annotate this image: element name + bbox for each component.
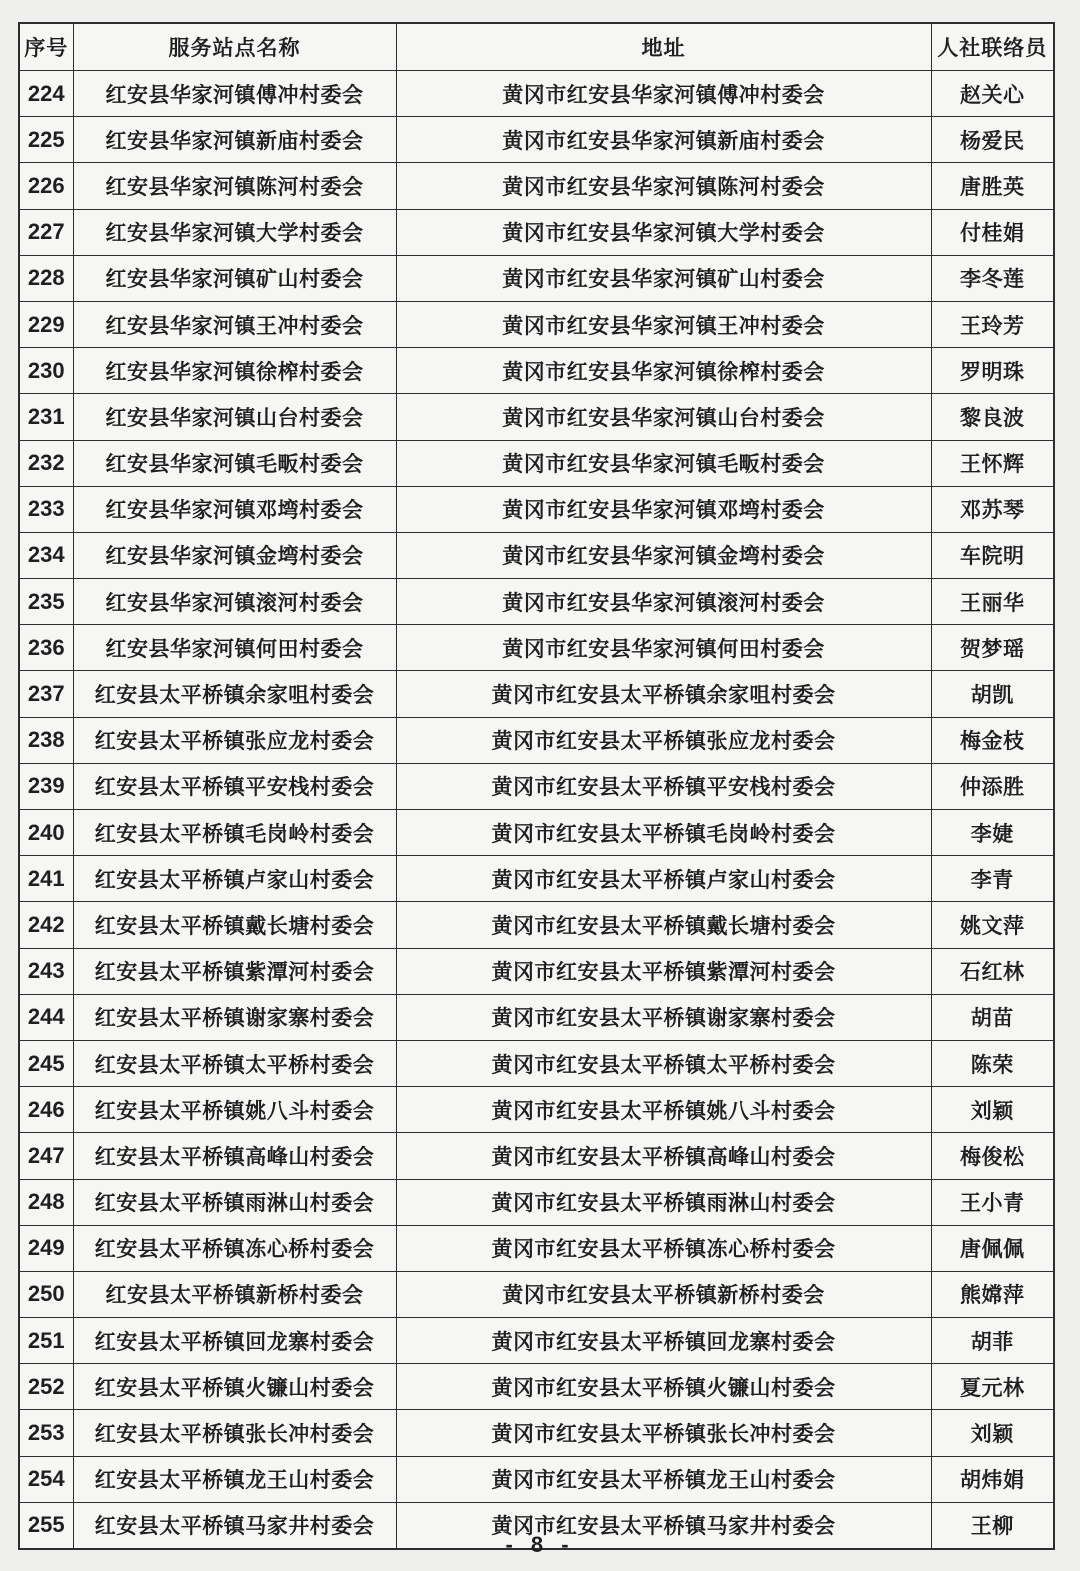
cell-address: 黄冈市红安县华家河镇大学村委会 bbox=[396, 209, 931, 255]
cell-no: 233 bbox=[19, 486, 73, 532]
cell-no: 255 bbox=[19, 1502, 73, 1549]
cell-station-name: 红安县太平桥镇平安栈村委会 bbox=[73, 763, 396, 809]
table-row bbox=[19, 1087, 1054, 1133]
cell-station-name: 红安县华家河镇邓塆村委会 bbox=[73, 486, 396, 532]
cell-address: 黄冈市红安县太平桥镇雨淋山村委会 bbox=[396, 1179, 931, 1225]
cell-address: 黄冈市红安县华家河镇王冲村委会 bbox=[396, 301, 931, 347]
cell-contact: 黎良波 bbox=[931, 394, 1054, 440]
cell-address: 黄冈市红安县华家河镇何田村委会 bbox=[396, 625, 931, 671]
cell-station-name: 红安县太平桥镇龙王山村委会 bbox=[73, 1456, 396, 1502]
cell-contact: 赵关心 bbox=[931, 71, 1054, 117]
cell-station-name: 红安县华家河镇滚河村委会 bbox=[73, 579, 396, 625]
table-row bbox=[19, 117, 1054, 163]
cell-no: 227 bbox=[19, 209, 73, 255]
cell-station-name: 红安县太平桥镇马家井村委会 bbox=[73, 1502, 396, 1549]
cell-address: 黄冈市红安县华家河镇徐榨村委会 bbox=[396, 348, 931, 394]
table-row bbox=[19, 902, 1054, 948]
cell-address: 黄冈市红安县太平桥镇卢家山村委会 bbox=[396, 856, 931, 902]
cell-no: 243 bbox=[19, 948, 73, 994]
cell-address: 黄冈市红安县太平桥镇高峰山村委会 bbox=[396, 1133, 931, 1179]
cell-station-name: 红安县太平桥镇余家咀村委会 bbox=[73, 671, 396, 717]
cell-address: 黄冈市红安县华家河镇陈河村委会 bbox=[396, 163, 931, 209]
table-row bbox=[19, 301, 1054, 347]
cell-no: 249 bbox=[19, 1225, 73, 1271]
cell-no: 246 bbox=[19, 1087, 73, 1133]
cell-station-name: 红安县华家河镇毛畈村委会 bbox=[73, 440, 396, 486]
cell-station-name: 红安县华家河镇傅冲村委会 bbox=[73, 71, 396, 117]
cell-contact: 熊嫦萍 bbox=[931, 1271, 1054, 1317]
cell-contact: 梅俊松 bbox=[931, 1133, 1054, 1179]
cell-contact: 杨爱民 bbox=[931, 117, 1054, 163]
cell-no: 224 bbox=[19, 71, 73, 117]
cell-no: 252 bbox=[19, 1364, 73, 1410]
cell-no: 237 bbox=[19, 671, 73, 717]
cell-contact: 石红林 bbox=[931, 948, 1054, 994]
cell-station-name: 红安县华家河镇金塆村委会 bbox=[73, 532, 396, 578]
cell-station-name: 红安县太平桥镇新桥村委会 bbox=[73, 1271, 396, 1317]
table-row bbox=[19, 1364, 1054, 1410]
cell-station-name: 红安县华家河镇大学村委会 bbox=[73, 209, 396, 255]
cell-address: 黄冈市红安县太平桥镇龙王山村委会 bbox=[396, 1456, 931, 1502]
cell-address: 黄冈市红安县太平桥镇紫潭河村委会 bbox=[396, 948, 931, 994]
cell-address: 黄冈市红安县太平桥镇张长冲村委会 bbox=[396, 1410, 931, 1456]
cell-no: 230 bbox=[19, 348, 73, 394]
cell-address: 黄冈市红安县华家河镇金塆村委会 bbox=[396, 532, 931, 578]
table-row bbox=[19, 71, 1054, 117]
cell-no: 245 bbox=[19, 1040, 73, 1086]
cell-no: 254 bbox=[19, 1456, 73, 1502]
cell-address: 黄冈市红安县太平桥镇新桥村委会 bbox=[396, 1271, 931, 1317]
table-row bbox=[19, 394, 1054, 440]
cell-address: 黄冈市红安县太平桥镇火镰山村委会 bbox=[396, 1364, 931, 1410]
cell-no: 244 bbox=[19, 994, 73, 1040]
cell-address: 黄冈市红安县太平桥镇冻心桥村委会 bbox=[396, 1225, 931, 1271]
cell-station-name: 红安县太平桥镇冻心桥村委会 bbox=[73, 1225, 396, 1271]
cell-contact: 唐胜英 bbox=[931, 163, 1054, 209]
cell-station-name: 红安县太平桥镇紫潭河村委会 bbox=[73, 948, 396, 994]
page-number: - 8 - bbox=[505, 1532, 575, 1557]
cell-address: 黄冈市红安县华家河镇傅冲村委会 bbox=[396, 71, 931, 117]
cell-contact: 罗明珠 bbox=[931, 348, 1054, 394]
cell-no: 229 bbox=[19, 301, 73, 347]
cell-station-name: 红安县华家河镇徐榨村委会 bbox=[73, 348, 396, 394]
cell-no: 226 bbox=[19, 163, 73, 209]
cell-address: 黄冈市红安县华家河镇新庙村委会 bbox=[396, 117, 931, 163]
cell-station-name: 红安县太平桥镇回龙寨村委会 bbox=[73, 1318, 396, 1364]
cell-contact: 李冬莲 bbox=[931, 255, 1054, 301]
cell-address: 黄冈市红安县华家河镇毛畈村委会 bbox=[396, 440, 931, 486]
table-row bbox=[19, 1456, 1054, 1502]
cell-no: 225 bbox=[19, 117, 73, 163]
table-row bbox=[19, 763, 1054, 809]
cell-address: 黄冈市红安县华家河镇山台村委会 bbox=[396, 394, 931, 440]
cell-contact: 胡炜娟 bbox=[931, 1456, 1054, 1502]
table-row bbox=[19, 209, 1054, 255]
cell-no: 251 bbox=[19, 1318, 73, 1364]
table-row bbox=[19, 532, 1054, 578]
cell-no: 240 bbox=[19, 810, 73, 856]
cell-contact: 李婕 bbox=[931, 810, 1054, 856]
cell-station-name: 红安县华家河镇山台村委会 bbox=[73, 394, 396, 440]
service-stations-table bbox=[18, 22, 1055, 1550]
col-header-address: 地址 bbox=[396, 23, 931, 71]
table-header bbox=[19, 23, 1054, 71]
cell-contact: 胡凯 bbox=[931, 671, 1054, 717]
cell-contact: 王怀辉 bbox=[931, 440, 1054, 486]
cell-station-name: 红安县华家河镇陈河村委会 bbox=[73, 163, 396, 209]
table-row bbox=[19, 1179, 1054, 1225]
cell-no: 234 bbox=[19, 532, 73, 578]
table-row bbox=[19, 163, 1054, 209]
cell-no: 228 bbox=[19, 255, 73, 301]
table-row bbox=[19, 625, 1054, 671]
cell-no: 239 bbox=[19, 763, 73, 809]
table-row bbox=[19, 1040, 1054, 1086]
cell-contact: 邓苏琴 bbox=[931, 486, 1054, 532]
table-row bbox=[19, 717, 1054, 763]
table-row bbox=[19, 1225, 1054, 1271]
cell-no: 235 bbox=[19, 579, 73, 625]
cell-contact: 梅金枝 bbox=[931, 717, 1054, 763]
table-row bbox=[19, 486, 1054, 532]
cell-contact: 仲添胜 bbox=[931, 763, 1054, 809]
cell-address: 黄冈市红安县华家河镇滚河村委会 bbox=[396, 579, 931, 625]
cell-no: 250 bbox=[19, 1271, 73, 1317]
cell-no: 247 bbox=[19, 1133, 73, 1179]
cell-no: 248 bbox=[19, 1179, 73, 1225]
cell-address: 黄冈市红安县太平桥镇马家井村委会 bbox=[396, 1502, 931, 1549]
cell-address: 黄冈市红安县太平桥镇张应龙村委会 bbox=[396, 717, 931, 763]
cell-contact: 姚文萍 bbox=[931, 902, 1054, 948]
cell-station-name: 红安县太平桥镇雨淋山村委会 bbox=[73, 1179, 396, 1225]
cell-station-name: 红安县太平桥镇卢家山村委会 bbox=[73, 856, 396, 902]
table-row bbox=[19, 255, 1054, 301]
table-row bbox=[19, 810, 1054, 856]
cell-no: 231 bbox=[19, 394, 73, 440]
cell-contact: 夏元林 bbox=[931, 1364, 1054, 1410]
table-row bbox=[19, 1133, 1054, 1179]
cell-station-name: 红安县华家河镇新庙村委会 bbox=[73, 117, 396, 163]
cell-address: 黄冈市红安县太平桥镇平安栈村委会 bbox=[396, 763, 931, 809]
cell-contact: 车院明 bbox=[931, 532, 1054, 578]
cell-address: 黄冈市红安县太平桥镇谢家寨村委会 bbox=[396, 994, 931, 1040]
cell-station-name: 红安县太平桥镇毛岗岭村委会 bbox=[73, 810, 396, 856]
cell-contact: 王玲芳 bbox=[931, 301, 1054, 347]
col-header-no: 序号 bbox=[19, 23, 73, 71]
cell-no: 236 bbox=[19, 625, 73, 671]
table-row bbox=[19, 1271, 1054, 1317]
cell-address: 黄冈市红安县华家河镇邓塆村委会 bbox=[396, 486, 931, 532]
cell-contact: 胡苗 bbox=[931, 994, 1054, 1040]
cell-contact: 王小青 bbox=[931, 1179, 1054, 1225]
col-header-contact: 人社联络员 bbox=[931, 23, 1054, 71]
table-row bbox=[19, 948, 1054, 994]
table-row bbox=[19, 1410, 1054, 1456]
cell-contact: 唐佩佩 bbox=[931, 1225, 1054, 1271]
cell-address: 黄冈市红安县太平桥镇毛岗岭村委会 bbox=[396, 810, 931, 856]
cell-station-name: 红安县太平桥镇戴长塘村委会 bbox=[73, 902, 396, 948]
cell-station-name: 红安县太平桥镇高峰山村委会 bbox=[73, 1133, 396, 1179]
cell-address: 黄冈市红安县太平桥镇余家咀村委会 bbox=[396, 671, 931, 717]
table-row bbox=[19, 440, 1054, 486]
cell-station-name: 红安县华家河镇何田村委会 bbox=[73, 625, 396, 671]
cell-no: 241 bbox=[19, 856, 73, 902]
cell-station-name: 红安县太平桥镇姚八斗村委会 bbox=[73, 1087, 396, 1133]
cell-contact: 刘颖 bbox=[931, 1410, 1054, 1456]
cell-station-name: 红安县太平桥镇太平桥村委会 bbox=[73, 1040, 396, 1086]
table-row bbox=[19, 348, 1054, 394]
cell-contact: 王丽华 bbox=[931, 579, 1054, 625]
cell-contact: 刘颖 bbox=[931, 1087, 1054, 1133]
cell-no: 232 bbox=[19, 440, 73, 486]
cell-station-name: 红安县太平桥镇张应龙村委会 bbox=[73, 717, 396, 763]
col-header-station-name: 服务站点名称 bbox=[73, 23, 396, 71]
cell-station-name: 红安县华家河镇矿山村委会 bbox=[73, 255, 396, 301]
cell-address: 黄冈市红安县太平桥镇回龙寨村委会 bbox=[396, 1318, 931, 1364]
cell-station-name: 红安县太平桥镇谢家寨村委会 bbox=[73, 994, 396, 1040]
cell-no: 238 bbox=[19, 717, 73, 763]
cell-address: 黄冈市红安县太平桥镇姚八斗村委会 bbox=[396, 1087, 931, 1133]
cell-contact: 胡菲 bbox=[931, 1318, 1054, 1364]
cell-contact: 贺梦瑶 bbox=[931, 625, 1054, 671]
cell-address: 黄冈市红安县太平桥镇戴长塘村委会 bbox=[396, 902, 931, 948]
cell-address: 黄冈市红安县华家河镇矿山村委会 bbox=[396, 255, 931, 301]
cell-contact: 王柳 bbox=[931, 1502, 1054, 1549]
cell-contact: 李青 bbox=[931, 856, 1054, 902]
table-row bbox=[19, 1318, 1054, 1364]
cell-contact: 陈荣 bbox=[931, 1040, 1054, 1086]
cell-contact: 付桂娟 bbox=[931, 209, 1054, 255]
cell-no: 242 bbox=[19, 902, 73, 948]
table-row bbox=[19, 671, 1054, 717]
cell-station-name: 红安县太平桥镇张长冲村委会 bbox=[73, 1410, 396, 1456]
cell-address: 黄冈市红安县太平桥镇太平桥村委会 bbox=[396, 1040, 931, 1086]
table-row bbox=[19, 579, 1054, 625]
cell-no: 253 bbox=[19, 1410, 73, 1456]
cell-station-name: 红安县太平桥镇火镰山村委会 bbox=[73, 1364, 396, 1410]
table-row bbox=[19, 994, 1054, 1040]
cell-station-name: 红安县华家河镇王冲村委会 bbox=[73, 301, 396, 347]
table-row bbox=[19, 856, 1054, 902]
header-row bbox=[19, 23, 1054, 71]
table-body bbox=[19, 71, 1054, 1550]
